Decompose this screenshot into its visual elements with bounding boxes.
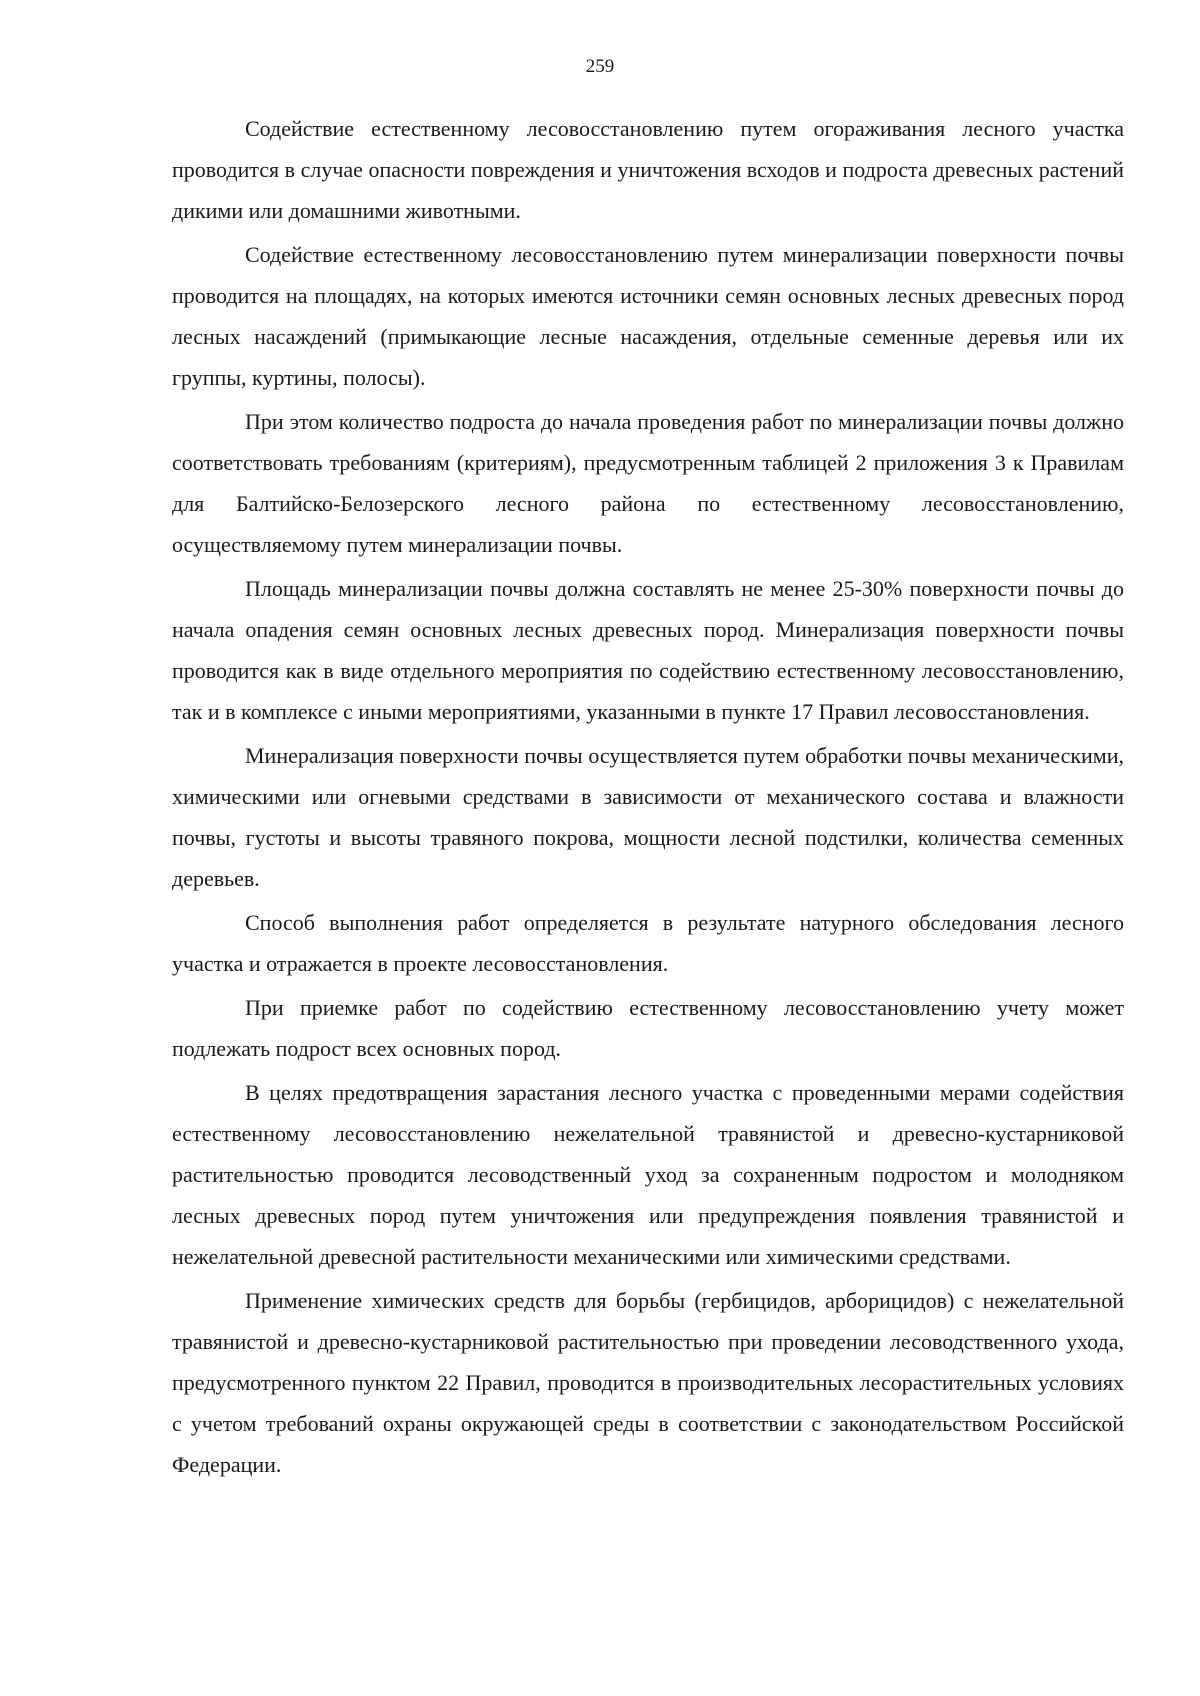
paragraph: При приемке работ по содействию естественному лесовосстановлению учету может подлежать подрост всех основных пород.	[172, 995, 1124, 1061]
paragraph: Площадь минерализации почвы должна составлять не менее 25-30% поверхности почвы до начала опадения семян основных лесных древесных пород. Минерализация поверхности почвы проводится как в виде отдельного мероприятия по содействию естественному лесовосстановлению, так и в комплексе с иными мероприятиями, указанными в пункте 17 Правил лесовосстановления.	[172, 576, 1124, 724]
paragraph: При этом количество подроста до начала проведения работ по минерализации почвы должно соответствовать требованиям (критериям), предусмотренным таблицей 2 приложения 3 к Правилам для Балтийско-Белозерского лесного района по естественному лесовосстановлению, осуществляемому путем минерализации почвы.	[172, 409, 1124, 557]
paragraph: Минерализация поверхности почвы осуществляется путем обработки почвы механическими, химическими или огневыми средствами в зависимости от механического состава и влажности почвы, густоты и высоты травяного покрова, мощности лесной подстилки, количества семенных деревьев.	[172, 743, 1124, 891]
paragraph: Применение химических средств для борьбы (гербицидов, арборицидов) с нежелательной травянистой и древесно-кустарниковой растительностью при проведении лесоводственного ухода, предусмотренного пунктом 22 Правил, проводится в производительных лесорастительных условиях с учетом требований охраны окружающей среды в соответствии с законодательством Российской Федерации.	[172, 1288, 1124, 1477]
paragraph: Способ выполнения работ определяется в результате натурного обследования лесного участка и отражается в проекте лесовосстановления.	[172, 910, 1124, 976]
paragraph: В целях предотвращения зарастания лесного участка с проведенными мерами содействия естественному лесовосстановлению нежелательной травянистой и древесно-кустарниковой растительностью проводится лесоводственный уход за сохраненным подростом и молодняком лесных древесных пород путем уничтожения или предупреждения появления травянистой и нежелательной древесной растительности механическими или химическими средствами.	[172, 1080, 1124, 1269]
paragraph: Содействие естественному лесовосстановлению путем минерализации поверхности почвы проводится на площадях, на которых имеются источники семян основных лесных древесных пород лесных насаждений (примыкающие лесные насаждения, отдельные семенные деревья или их группы, куртины, полосы).	[172, 242, 1124, 390]
body-text	[172, 108, 1124, 1488]
page-number: 259	[585, 56, 615, 77]
paragraph: Содействие естественному лесовосстановлению путем огораживания лесного участка проводится в случае опасности повреждения и уничтожения всходов и подроста древесных растений дикими или домашними животными.	[172, 116, 1124, 223]
